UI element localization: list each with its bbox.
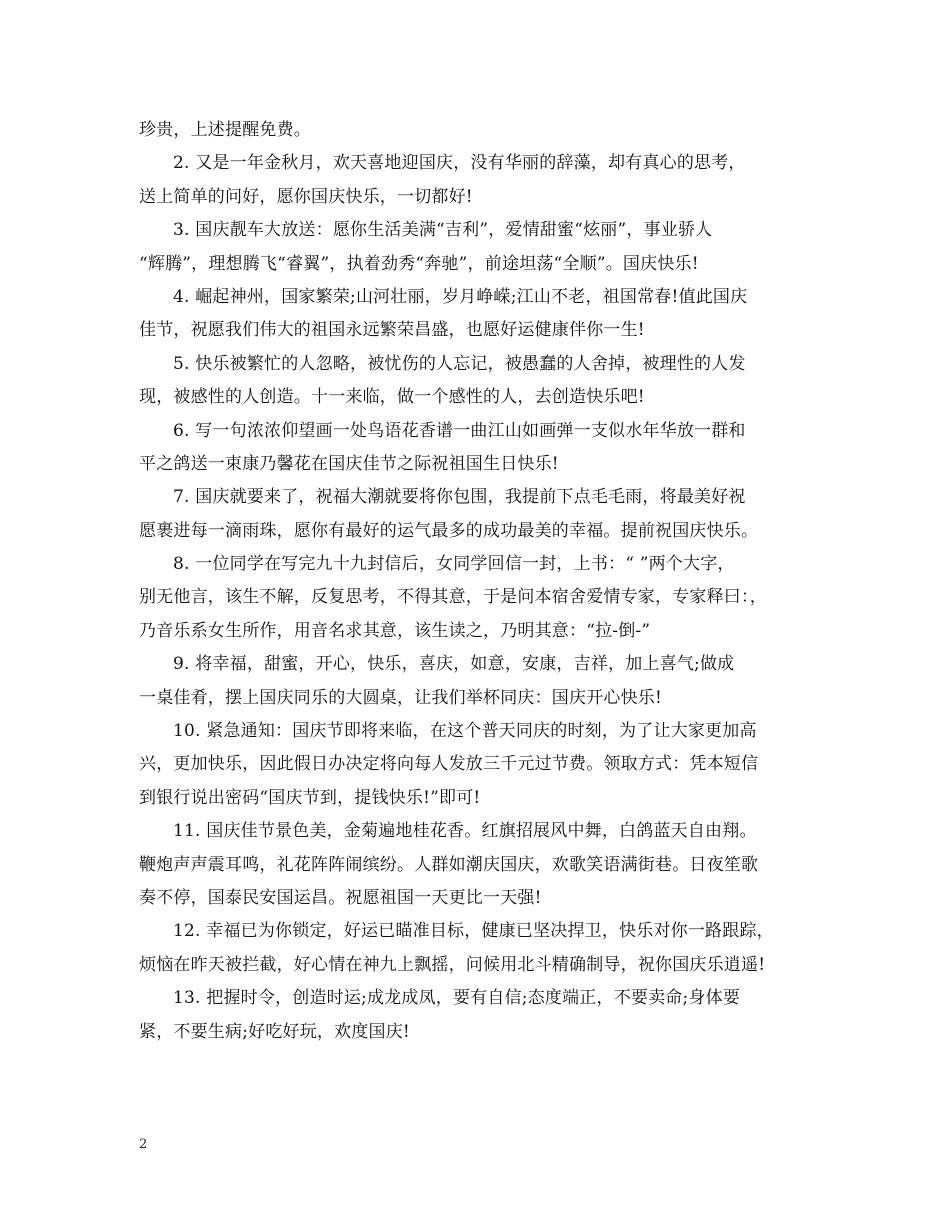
- paragraph-line: 紧，不要生病;好吃好玩，欢度国庆!: [139, 1021, 410, 1042]
- paragraph-line: 别无他言，该生不解，反复思考，不得其意，于是问本宿舍爱情专家，专家释曰：，: [139, 587, 767, 608]
- paragraph-line: 兴，更加快乐，因此假日办决定将向每人发放三千元过节费。领取方式：凭本短信: [139, 754, 759, 775]
- paragraph-line: 佳节，祝愿我们伟大的祖国永远繁荣昌盛，也愿好运健康伴你一生!: [139, 320, 645, 341]
- paragraph-line: 烦恼在昨天被拦截，好心情在神九上飘摇，问候用北斗精确制导，祝你国庆乐逍遥!: [139, 954, 766, 975]
- paragraph-first-line: 9. 将幸福，甜蜜，开心，快乐，喜庆，如意，安康，吉祥，加上喜气;做成: [173, 654, 735, 675]
- paragraph-first-line: 12. 幸福已为你锁定，好运已瞄准目标，健康已坚决捍卫，快乐对你一路跟踪，: [173, 921, 774, 942]
- paragraph-line: 平之鸽送一束康乃馨花在国庆佳节之际祝祖国生日快乐!: [139, 453, 559, 474]
- paragraph-line: 愿裹进每一滴雨珠，愿你有最好的运气最多的成功最美的幸福。提前祝国庆快乐。: [139, 520, 759, 541]
- paragraph-first-line: 13. 把握时令，创造时运;成龙成凤，要有自信;态度端正，不要卖命;身体要: [173, 988, 741, 1009]
- paragraph-first-line: 2. 又是一年金秋月，欢天喜地迎国庆，没有华丽的辞藻，却有真心的思考，: [173, 153, 746, 174]
- page-number: 2: [139, 1137, 148, 1152]
- paragraph-line: 鞭炮声声震耳鸣，礼花阵阵闹缤纷。人群如潮庆国庆，欢歌笑语满街巷。日夜笙歌: [139, 854, 759, 875]
- paragraph-first-line: 7. 国庆就要来了，祝福大潮就要将你包围，我提前下点毛毛雨，将最美好祝: [173, 487, 746, 508]
- paragraph-first-line: 6. 写一句浓浓仰望画一处鸟语花香谱一曲江山如画弹一支似水年华放一群和: [173, 420, 746, 441]
- paragraph-line: 一桌佳肴，摆上国庆同乐的大圆桌，让我们举杯同庆：国庆开心快乐!: [139, 687, 663, 708]
- paragraph-line: 现，被感性的人创造。十一来临，做一个感性的人，去创造快乐吧!: [139, 387, 645, 408]
- paragraph-first-line: 5. 快乐被繁忙的人忽略，被忧伤的人忘记，被愚蠢的人舍掉，被理性的人发: [173, 353, 746, 374]
- paragraph-line: 奏不停，国泰民安国运昌。祝愿祖国一天更比一天强!: [139, 887, 542, 908]
- paragraph-line: “辉腾”，理想腾飞“睿翼”，执着劲秀“奔驰”，前途坦荡“全顺”。国庆快乐!: [139, 253, 699, 274]
- paragraph-line: 送上简单的问好，愿你国庆快乐，一切都好!: [139, 186, 473, 207]
- paragraph-line: 到银行说出密码“国庆节到，提钱快乐!”即可!: [139, 787, 481, 808]
- paragraph-first-line: 3. 国庆靓车大放送：愿你生活美满“吉利”，爱情甜蜜“炫丽”，事业骄人: [173, 220, 713, 241]
- paragraph-line: 珍贵，上述提醒免费。: [139, 120, 311, 140]
- paragraph-first-line: 11. 国庆佳节景色美，金菊遍地桂花香。红旗招展风中舞，白鸽蓝天自由翔。: [173, 821, 757, 842]
- paragraph-line: 乃音乐系女生所作，用音名求其意，该生读之，乃明其意：“拉-倒-”: [139, 620, 651, 641]
- paragraph-first-line: 4. 崛起神州，国家繁荣;山河壮丽，岁月峥嵘;江山不老，祖国常春!值此国庆: [173, 286, 748, 307]
- paragraph-first-line: 8. 一位同学在写完九十九封信后，女同学回信一封，上书：“ ”两个大字，: [173, 554, 735, 575]
- document-body: [139, 114, 811, 1049]
- paragraph-first-line: 10. 紧急通知：国庆节即将来临，在这个普天同庆的时刻，为了让大家更加高: [173, 721, 757, 742]
